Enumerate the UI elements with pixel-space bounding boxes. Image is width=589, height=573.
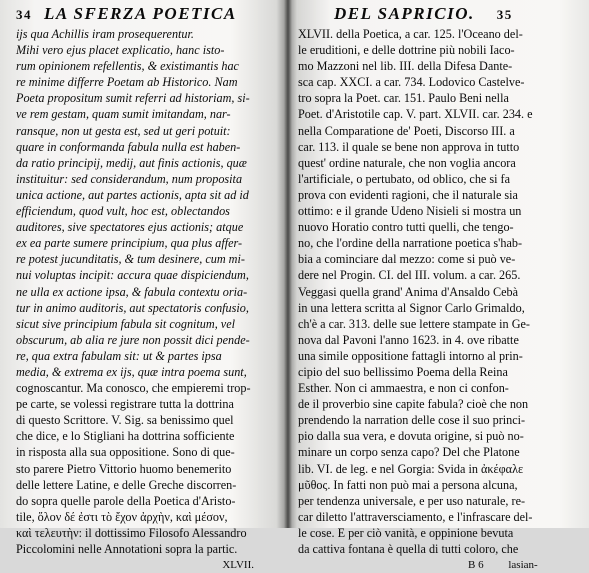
right-page: [288, 0, 589, 572]
text-line: nuovo Horatio contro tutti quelli, che tengo-: [298, 220, 514, 235]
text-line: re, qua extra fabulam sit: ut & partes ipsa: [16, 348, 222, 363]
text-line: nui voluptas incipit: accura quae dispiciendum,: [16, 268, 249, 283]
right-running-head: [298, 4, 583, 26]
text-line: l'artificiale, o pertubato, od oblico, che si fa: [298, 171, 511, 186]
text-line: minare un corpo senza capo? Del che Platone: [298, 445, 520, 460]
book-gutter: [284, 0, 292, 528]
text-line: le eruditioni, e delle dottrine più nobili Iaco-: [298, 43, 515, 58]
right-footer-signature: B 6: [468, 559, 484, 572]
left-footer: [16, 557, 284, 573]
text-line: tur in animo auditoris, aut spectatoris confusio,: [16, 300, 249, 315]
text-line: car. 113. il quale se bene non approva in tutto: [298, 139, 520, 154]
left-text-block: [16, 26, 284, 557]
right-text-block: [298, 26, 583, 557]
text-line: lib. VI. de leg. e nel Gorgia: Svida in ἀκέφαλε: [298, 461, 524, 476]
text-line: Veggasi quella grand' Anima d'Ansaldo Cebà: [298, 284, 518, 299]
text-line: ne ulla ex actione ipsa, & fabula contextu oria-: [16, 284, 248, 299]
text-line: Poeta propositum sumit referri ad historiam, si-: [16, 91, 250, 106]
text-line: XLVII. della Poetica, a car. 125. l'Oceano del-: [298, 27, 523, 41]
text-line: de il proverbio sine capite fabula? cioè che non: [298, 397, 529, 412]
text-line: tile, ὅλον δέ ἐστι τὸ ἔχον ἀρχὴν, καὶ μέσον,: [16, 509, 228, 524]
text-line: re potest jucunditatis, & tum desinere, cum mi-: [16, 252, 245, 267]
text-line: no, che l'ordine della narratione poetica s'hab-: [298, 236, 523, 251]
text-line: unica actione, aut partes actionis, apta sit ad id: [16, 187, 249, 202]
text-line: car diletto l'attraversciamento, e l'infrascare del-: [298, 509, 533, 524]
text-line: mo Mazzoni nel lib. III. della Difesa Dante-: [298, 59, 513, 74]
text-line: nella Comparatione de' Poeti, Discorso III. a: [298, 123, 515, 138]
left-page: [0, 0, 288, 572]
text-line: Mihi vero ejus placet explicatio, hanc isto-: [16, 43, 225, 58]
text-line: quest' ordine naturale, che non voglia ancora: [298, 155, 516, 170]
text-line: ex ea parte sumere principium, qua plus affer-: [16, 236, 243, 251]
text-line: le cose. E per ciò vanità, e oppinione bevuta: [298, 525, 514, 540]
text-line: media, & extrema ex ijs, quæ intra poema sunt,: [16, 364, 247, 379]
left-running-title: LA SFERZA POETICA: [44, 4, 237, 23]
text-line: sicut sive principium fabula sit cognitum, vel: [16, 316, 236, 331]
text-line: ch'è a car. 313. delle sue lettere stampate in Ge-: [298, 316, 530, 331]
text-line: che dice, e lo Stigliani ha dottrina sofficiente: [16, 429, 235, 444]
text-line: ransque, non ut gesta est, sed ut geri potuit:: [16, 123, 231, 138]
text-line: delle lettere Latine, e delle Greche discorren-: [16, 477, 237, 492]
left-running-head: [16, 4, 284, 26]
text-line: da cattiva fontana è quella di tutti coloro, che: [298, 542, 519, 556]
text-line: Piccolomini nelle Annotationi sopra la partic.: [16, 542, 238, 556]
text-line: quare in conformanda fabula nulla est haben-: [16, 139, 241, 154]
text-line: di questo Scrittore. V. Sig. sa benissimo quel: [16, 413, 234, 428]
text-line: καὶ τελευτὴν: il dottissimo Filosofo Alessandro: [16, 525, 247, 540]
text-line: sto parere Pietro Vittorio huomo benemerito: [16, 461, 232, 476]
text-line: Poet. d'Aristotile cap. V. part. XLVII. car. 234. e: [298, 107, 533, 122]
text-line: μῦθος. In fatti non può mai a persona alcuna,: [298, 477, 518, 492]
text-line: in una lettera scritta al Signor Carlo Grimaldo,: [298, 300, 525, 315]
left-page-number: 34: [16, 7, 32, 22]
right-footer: [298, 557, 583, 573]
text-line: pio dalla sua vera, e dovuta origine, si può no-: [298, 429, 524, 444]
right-footer-catchword: lasian-: [508, 559, 538, 572]
text-line: do sopra quelle parole della Poetica d'Aristo-: [16, 493, 236, 508]
text-line: prova con evidenti ragioni, che il naturale sia: [298, 187, 518, 202]
text-line: pe carte, se volessi registrare tutta la dottrina: [16, 397, 234, 412]
text-line: cognoscantur. Ma conosco, che empieremi trop-: [16, 381, 251, 396]
text-line: tro sopra la Poet. car. 151. Paulo Beni nella: [298, 91, 509, 106]
text-line: prendendo la narration delle cose il suo princi-: [298, 413, 526, 428]
text-line: sca cap. XXCI. a car. 734. Lodovico Castelve-: [298, 75, 525, 90]
right-running-title: DEL SAPRICIO.: [334, 4, 475, 23]
text-line: efficiendum, quod vult, hoc est, oblectandos: [16, 204, 230, 219]
text-line: ve rem gestam, quam sumit imitandam, nar-: [16, 107, 231, 122]
text-line: Esther. Non ci ammaestra, e non ci confon-: [298, 381, 509, 396]
text-line: re minime differre Poetam ab Historico. Nam: [16, 75, 238, 90]
right-page-number: 35: [496, 7, 513, 22]
text-line: bia a cominciare dal mezzo: come si può ve-: [298, 252, 516, 267]
text-line: per tendenza universale, e per uso naturale, re-: [298, 493, 526, 508]
left-footer-catchword: XLVII.: [222, 559, 254, 572]
text-line: in risposta alla sua oppositione. Sono di que-: [16, 445, 235, 460]
text-line: auditores, sive spectatores ejus actionis; atque: [16, 220, 244, 235]
text-line: rum opinionem refellentis, & existimantis hac: [16, 59, 239, 74]
text-line: ottimo: e il grande Udeno Nisieli si mostra un: [298, 204, 522, 219]
text-line: dere nel Progin. CI. del III. volum. a car. 265.: [298, 268, 521, 283]
text-line: instituitur: sed considerandum, num proposita: [16, 171, 243, 186]
text-line: cipio del suo bellissimo Poema della Reina: [298, 364, 508, 379]
text-line: una simile oppositione fattagli intorno al prin-: [298, 348, 523, 363]
text-line: obscurum, ab alia re jure non possit dici pende-: [16, 332, 250, 347]
text-line: nova dal Pavoni l'anno 1623. in 4. ove ribatte: [298, 332, 519, 347]
text-line: da ratio principij, medij, aut finis actionis, quæ: [16, 155, 247, 170]
text-line: ijs qua Achillis iram prosequerentur.: [16, 27, 194, 41]
